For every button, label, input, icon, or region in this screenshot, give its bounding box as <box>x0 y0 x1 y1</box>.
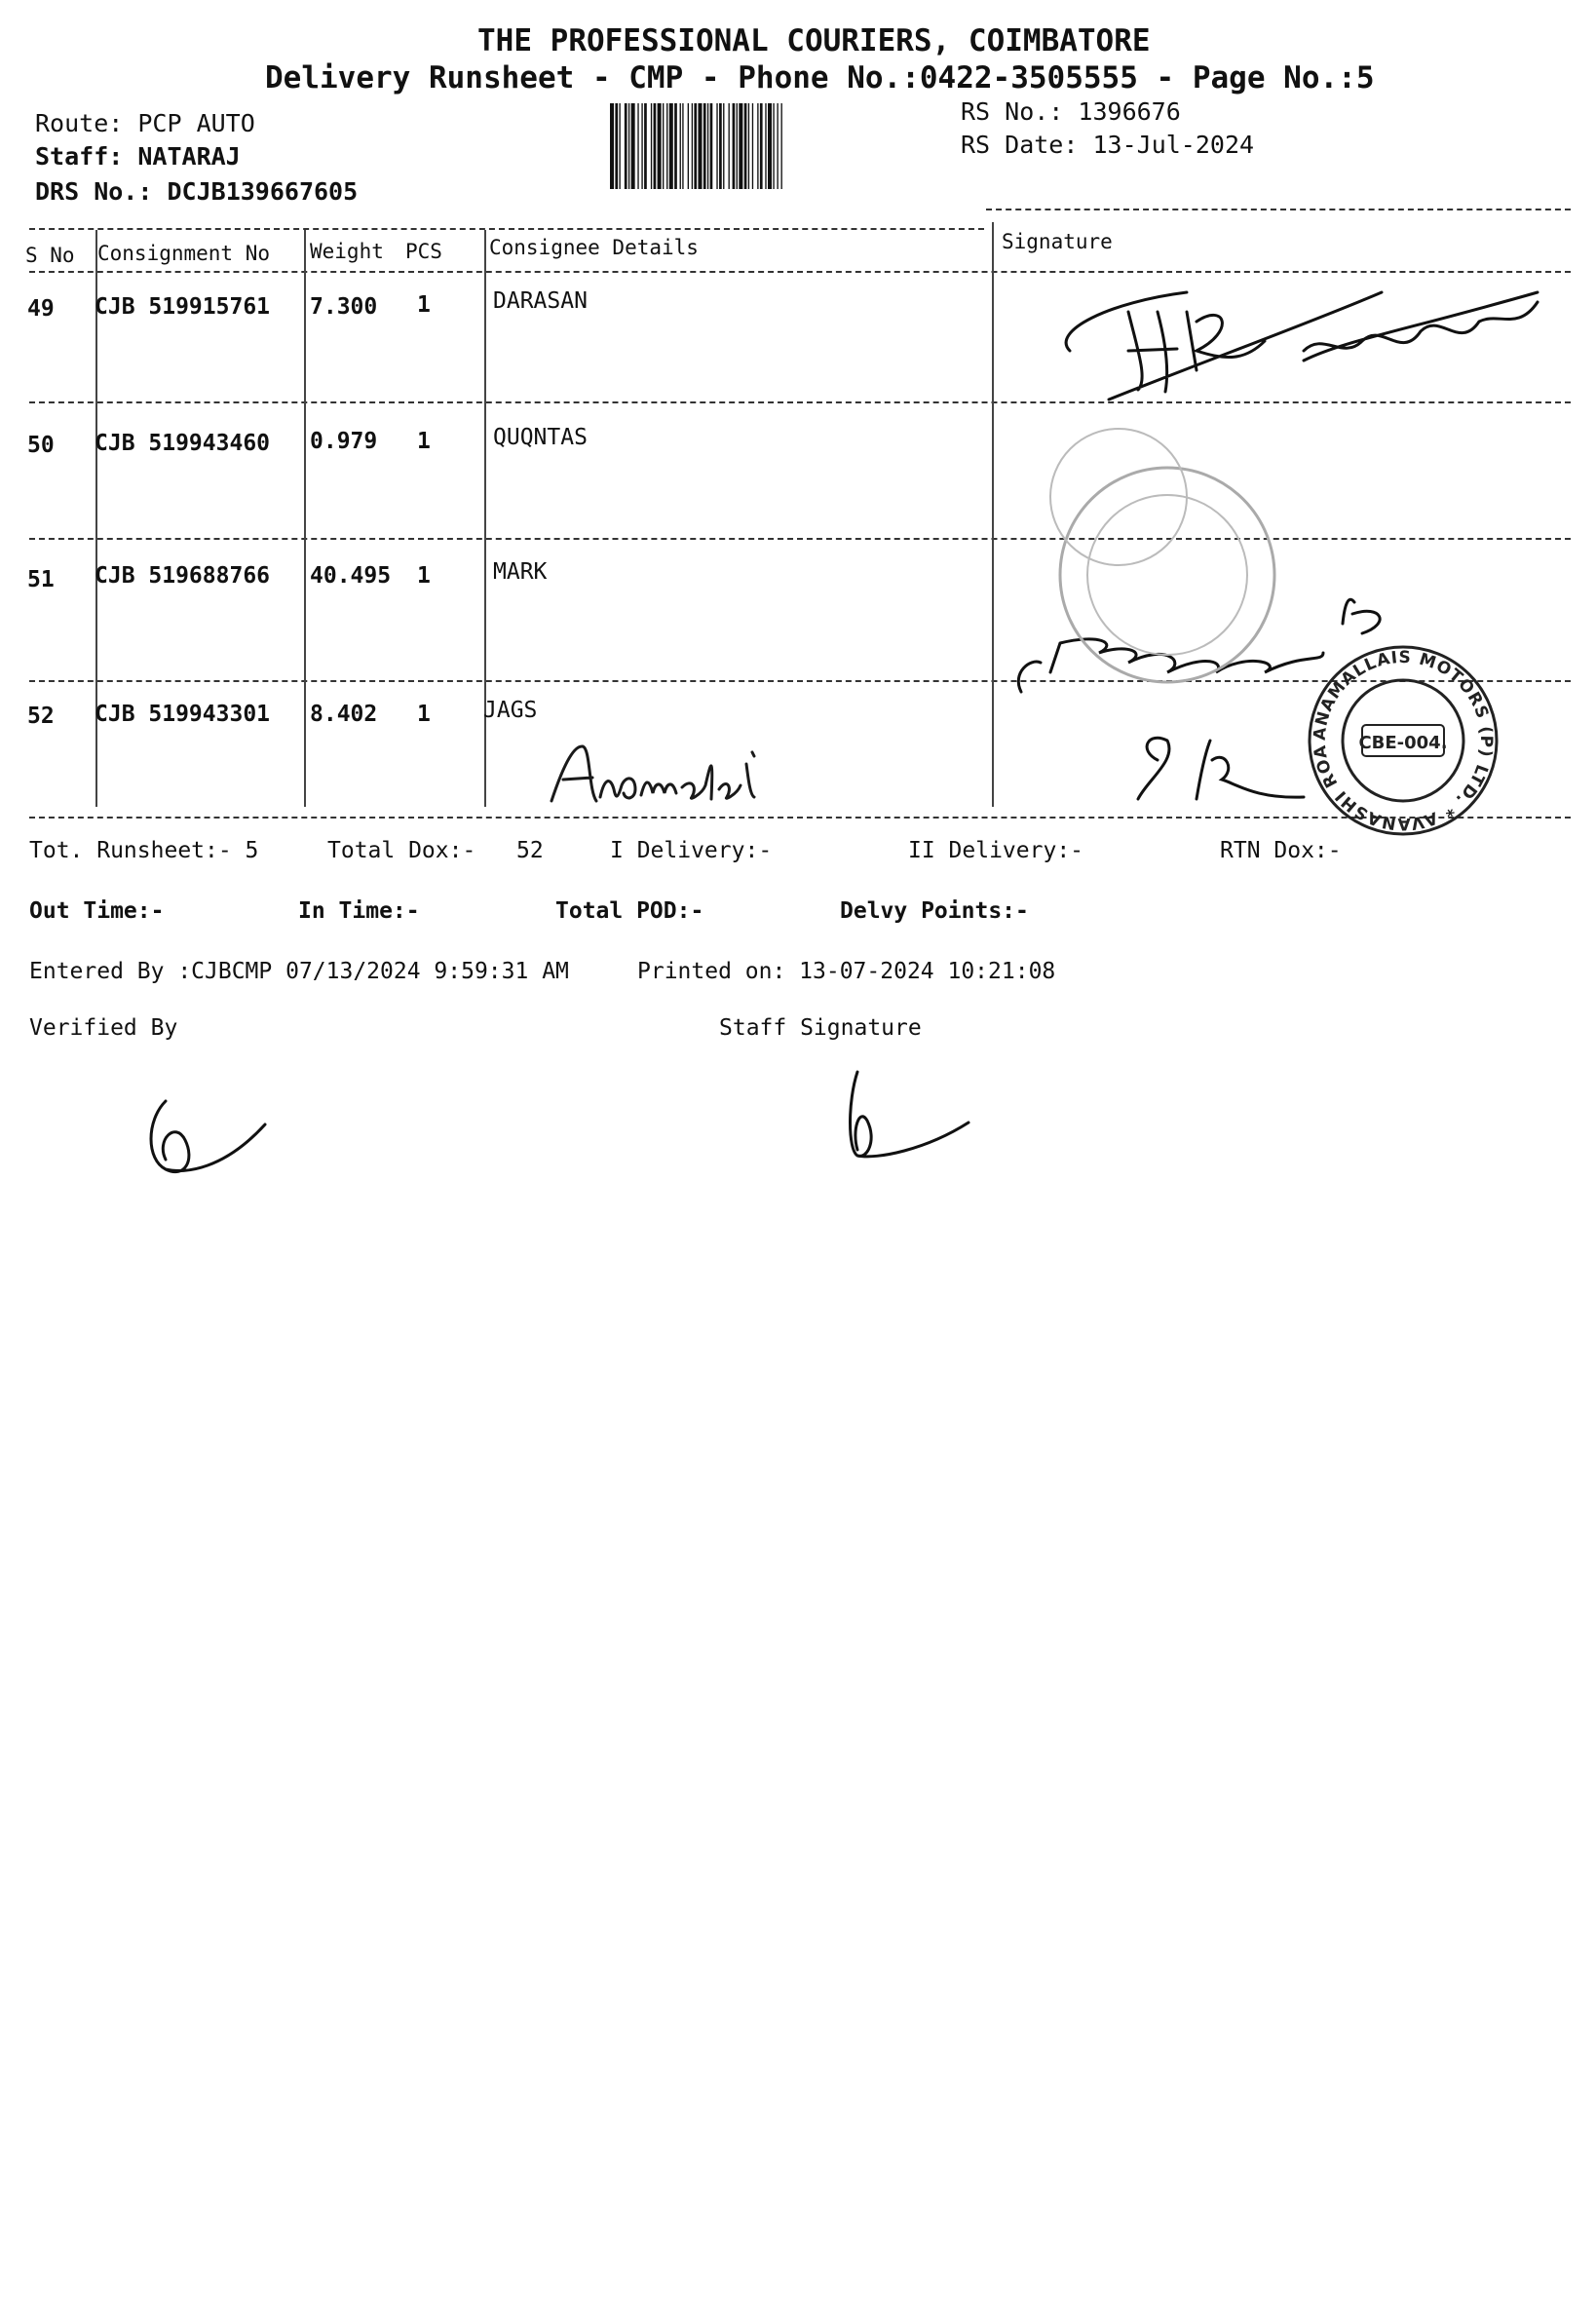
barcode-bar <box>669 103 673 189</box>
staff-signature-mark <box>838 1062 994 1169</box>
staff-value: NATARAJ <box>137 142 241 171</box>
barcode-bar <box>674 103 677 189</box>
barcode-bar <box>729 103 730 189</box>
barcode-bar <box>666 103 667 189</box>
barcode-bar <box>768 103 772 189</box>
staff-signature-label: Staff Signature <box>719 1015 922 1041</box>
rs-date-label: RS Date: <box>961 131 1079 159</box>
stamp-center-text: CBE-004. <box>1358 733 1448 753</box>
barcode-bar <box>739 103 742 189</box>
ii-delivery: II Delivery:- <box>908 838 1084 863</box>
barcode-bar <box>610 103 614 189</box>
table-top-rule <box>29 228 984 230</box>
row-weight: 7.300 <box>310 294 378 320</box>
barcode-bar <box>641 103 642 189</box>
row-consignment: CJB 519688766 <box>95 563 271 589</box>
handwritten-note <box>546 741 838 819</box>
barcode-bar <box>760 103 763 189</box>
entered-by: Entered By :CJBCMP 07/13/2024 9:59:31 AM <box>29 959 569 984</box>
row-pcs: 1 <box>417 429 431 454</box>
barcode-bar <box>644 103 647 189</box>
signature-scribbles <box>992 273 1596 799</box>
row-pcs: 1 <box>417 702 431 727</box>
i-delivery: I Delivery:- <box>610 838 773 863</box>
barcode-bar <box>757 103 758 189</box>
verified-by-label: Verified By <box>29 1015 178 1041</box>
col-header-sno: S No <box>25 244 75 267</box>
barcode-bar <box>694 103 697 189</box>
row-consignment: CJB 519943301 <box>95 702 271 727</box>
row-consignee: JAGS <box>483 698 538 723</box>
barcode-bar <box>682 103 683 189</box>
row-sno: 52 <box>27 704 55 729</box>
barcode-bar <box>663 103 664 189</box>
row-consignee: QUQNTAS <box>493 425 588 450</box>
total-dox-label: Total Dox:- <box>327 838 476 863</box>
barcode-bar <box>752 103 753 189</box>
drs-label: DRS No.: <box>35 177 153 206</box>
rs-date-value: 13-Jul-2024 <box>1092 131 1255 159</box>
route-value: PCP AUTO <box>137 109 255 137</box>
route-line <box>35 109 255 137</box>
staff-label: Staff: <box>35 142 124 171</box>
barcode <box>610 103 933 189</box>
barcode-bar <box>637 103 638 189</box>
printed-on: Printed on: 13-07-2024 10:21:08 <box>637 959 1056 984</box>
barcode-bar <box>707 103 708 189</box>
row-pcs: 1 <box>417 563 431 589</box>
barcode-bar <box>698 103 702 189</box>
rs-no-label: RS No.: <box>961 97 1064 126</box>
col-header-signature: Signature <box>1002 230 1113 253</box>
barcode-bar <box>651 103 652 189</box>
delvy-points: Delvy Points:- <box>840 898 1029 924</box>
row-sno: 51 <box>27 567 55 592</box>
drs-value: DCJB139667605 <box>167 177 359 206</box>
barcode-bar <box>625 103 627 189</box>
barcode-bar <box>716 103 717 189</box>
route-label: Route: <box>35 109 124 137</box>
barcode-bar <box>773 103 774 189</box>
col-header-pcs: PCS <box>405 240 442 263</box>
row-weight: 0.979 <box>310 429 378 454</box>
row-weight: 8.402 <box>310 702 378 727</box>
col-header-consignee: Consignee Details <box>489 236 699 259</box>
staff-line <box>35 142 241 171</box>
row-consignment: CJB 519943460 <box>95 431 271 456</box>
row-weight: 40.495 <box>310 563 392 589</box>
barcode-bar <box>777 103 778 189</box>
barcode-bar <box>628 103 629 189</box>
row-sno: 49 <box>27 296 55 322</box>
company-title: THE PROFESSIONAL COURIERS, COIMBATORE <box>477 23 1151 58</box>
stamp-outer-text: ANAMALLAIS MOTORS (P) LTD. * AVANASHI ROAD <box>1298 628 1497 834</box>
out-time: Out Time:- <box>29 898 165 924</box>
verified-by-signature <box>136 1082 292 1189</box>
barcode-bar <box>744 103 747 189</box>
col-header-consignment: Consignment No <box>97 242 271 265</box>
barcode-bar <box>688 103 689 189</box>
barcode-bar <box>710 103 713 189</box>
company-stamp <box>1298 628 1501 838</box>
rs-date-line <box>961 131 1254 159</box>
svg-text:ANAMALLAIS MOTORS (P) LTD. * A <box>1298 628 1496 833</box>
column-divider <box>304 230 306 807</box>
barcode-bar <box>748 103 749 189</box>
row-pcs: 1 <box>417 292 431 318</box>
table-top-rule-right <box>986 209 1571 210</box>
barcode-bar <box>619 103 620 189</box>
barcode-bar <box>765 103 766 189</box>
total-dox-value: 52 <box>516 838 544 863</box>
row-consignment: CJB 519915761 <box>95 294 271 320</box>
row-sno: 50 <box>27 433 55 458</box>
barcode-bar <box>654 103 657 189</box>
barcode-bar <box>733 103 736 189</box>
barcode-bar <box>723 103 724 189</box>
barcode-bar <box>692 103 693 189</box>
barcode-bar <box>703 103 706 189</box>
rtn-dox: RTN Dox:- <box>1220 838 1342 863</box>
row-consignee: DARASAN <box>493 288 588 314</box>
barcode-bar <box>680 103 681 189</box>
drs-line <box>35 177 358 206</box>
total-pod: Total POD:- <box>555 898 704 924</box>
rs-no-line <box>961 97 1181 126</box>
row-consignee: MARK <box>493 559 548 585</box>
in-time: In Time:- <box>298 898 420 924</box>
barcode-bar <box>781 103 782 189</box>
barcode-bar <box>631 103 635 189</box>
rs-no-value: 1396676 <box>1078 97 1181 126</box>
barcode-bar <box>658 103 662 189</box>
col-header-weight: Weight <box>310 240 384 263</box>
barcode-bar <box>615 103 618 189</box>
tot-runsheet: Tot. Runsheet:- 5 <box>29 838 259 863</box>
runsheet-subtitle: Delivery Runsheet - CMP - Phone No.:0422-3505555 - Page No.:5 <box>265 60 1375 95</box>
barcode-bar <box>719 103 722 189</box>
barcode-bar <box>737 103 738 189</box>
